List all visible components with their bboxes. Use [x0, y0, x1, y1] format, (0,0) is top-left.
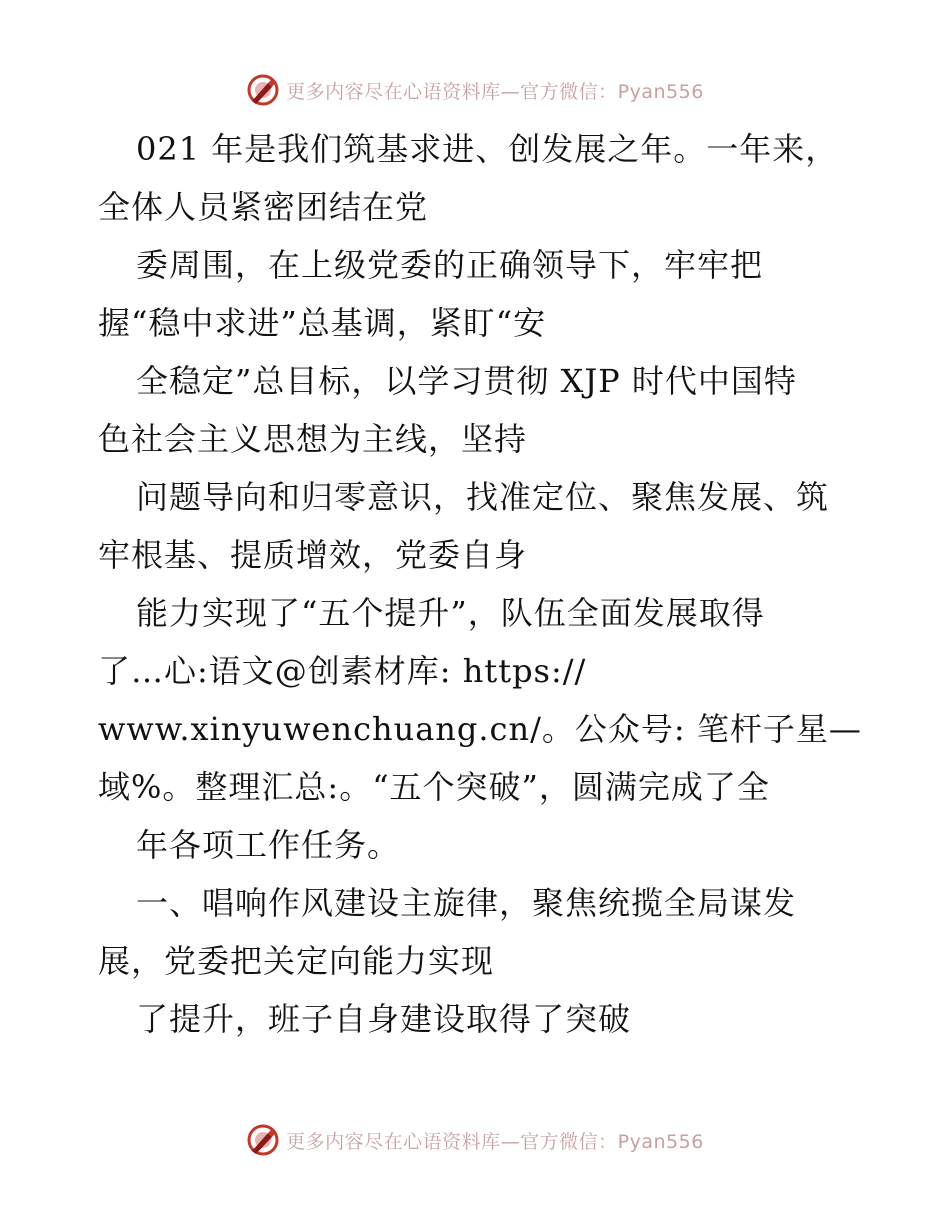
text-line: 牢根基、提质增效，党委自身: [98, 536, 528, 574]
text-line: 展，党委把关定向能力实现: [98, 942, 495, 980]
document-body: [98, 120, 878, 1048]
text-line: 能力实现了“五个提升”，队伍全面发展取得: [136, 594, 765, 632]
text-line: 问题导向和归零意识，找准定位、聚焦发展、筑: [136, 478, 830, 516]
text-line: 了…心:语文@创素材库: https://: [98, 652, 587, 690]
text-line: www.xinyuwenchuang.cn/。公众号: 笔杆子星—: [98, 710, 862, 748]
text-line: 握“稳中求进”总基调，紧盯“安: [98, 304, 547, 342]
footer-banner: [0, 1120, 950, 1160]
text-line: 色社会主义思想为主线，坚持: [98, 420, 528, 458]
header-banner-text: 更多内容尽在心语资料库—官方微信：Pyan556: [286, 80, 704, 103]
header-banner: [0, 70, 950, 110]
pen-logo-icon: [246, 73, 280, 107]
text-line: 全体人员紧密团结在党: [98, 188, 429, 226]
text-line: 域%。整理汇总:。“五个突破”，圆满完成了全: [98, 768, 770, 806]
footer-banner-text: 更多内容尽在心语资料库—官方微信：Pyan556: [286, 1130, 704, 1153]
text-line: 一、唱响作风建设主旋律，聚焦统揽全局谋发: [136, 884, 797, 922]
text-line: 了提升，班子自身建设取得了突破: [136, 1000, 632, 1038]
text-line: 021 年是我们筑基求进、创发展之年。一年来，: [136, 130, 839, 168]
pen-logo-icon: [246, 1123, 280, 1157]
text-line: 全稳定”总目标，以学习贯彻 XJP 时代中国特: [136, 362, 797, 400]
text-line: 委周围，在上级党委的正确领导下，牢牢把: [136, 246, 764, 284]
text-line: 年各项工作任务。: [136, 826, 401, 864]
